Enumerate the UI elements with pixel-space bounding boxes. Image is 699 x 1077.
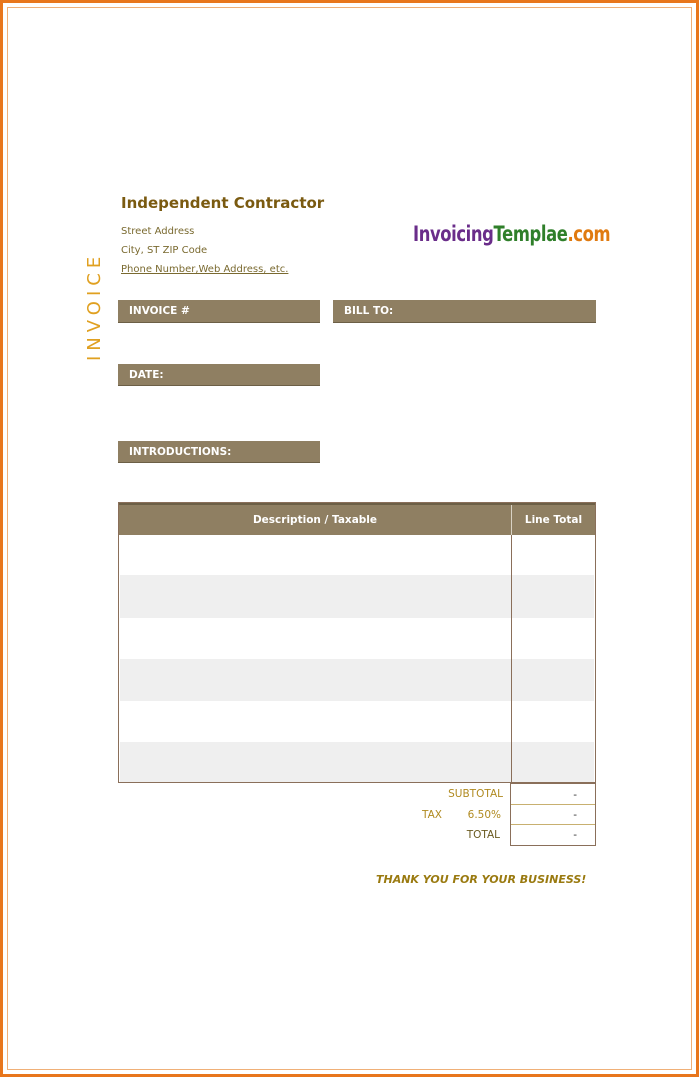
date-label: DATE: xyxy=(118,364,320,386)
logo-part-2: Templae xyxy=(493,222,568,246)
logo-part-1: Invoicing xyxy=(413,222,494,246)
totals-box xyxy=(510,783,596,846)
bill-to-label: BILL TO: xyxy=(333,300,596,323)
line-total-header: Line Total xyxy=(524,514,583,526)
subtotal-label: SUBTOTAL xyxy=(448,788,503,800)
city-state-zip: City, ST ZIP Code xyxy=(121,245,208,256)
table-header xyxy=(119,503,595,535)
total-value: - xyxy=(573,829,577,841)
invoice-number-label: INVOICE # xyxy=(118,300,320,323)
subtotal-value: - xyxy=(511,785,595,805)
table-row[interactable] xyxy=(120,742,594,782)
table-row[interactable] xyxy=(120,575,594,618)
logo-part-3: .com xyxy=(567,222,611,246)
tax-rate: 6.50% xyxy=(467,809,501,821)
tax-label: TAX xyxy=(422,809,442,821)
column-divider xyxy=(511,535,512,782)
side-invoice-title: INVOICE xyxy=(84,251,105,362)
line-items-table xyxy=(118,502,596,783)
table-row[interactable] xyxy=(120,618,594,659)
company-name: Independent Contractor xyxy=(121,194,325,212)
tax-value: - xyxy=(511,805,595,825)
table-row[interactable] xyxy=(120,659,594,701)
table-row[interactable] xyxy=(120,701,594,742)
description-header: Description / Taxable xyxy=(252,514,378,526)
contact-info: Phone Number,Web Address, etc. xyxy=(121,264,289,275)
total-label: TOTAL xyxy=(466,829,500,841)
instructions-label: INTRODUCTIONS: xyxy=(118,441,320,463)
table-row[interactable] xyxy=(120,535,594,575)
thank-you-message: THANK YOU FOR YOUR BUSINESS! xyxy=(376,873,587,886)
invoicing-template-logo xyxy=(413,222,611,252)
street-address: Street Address xyxy=(121,226,195,237)
